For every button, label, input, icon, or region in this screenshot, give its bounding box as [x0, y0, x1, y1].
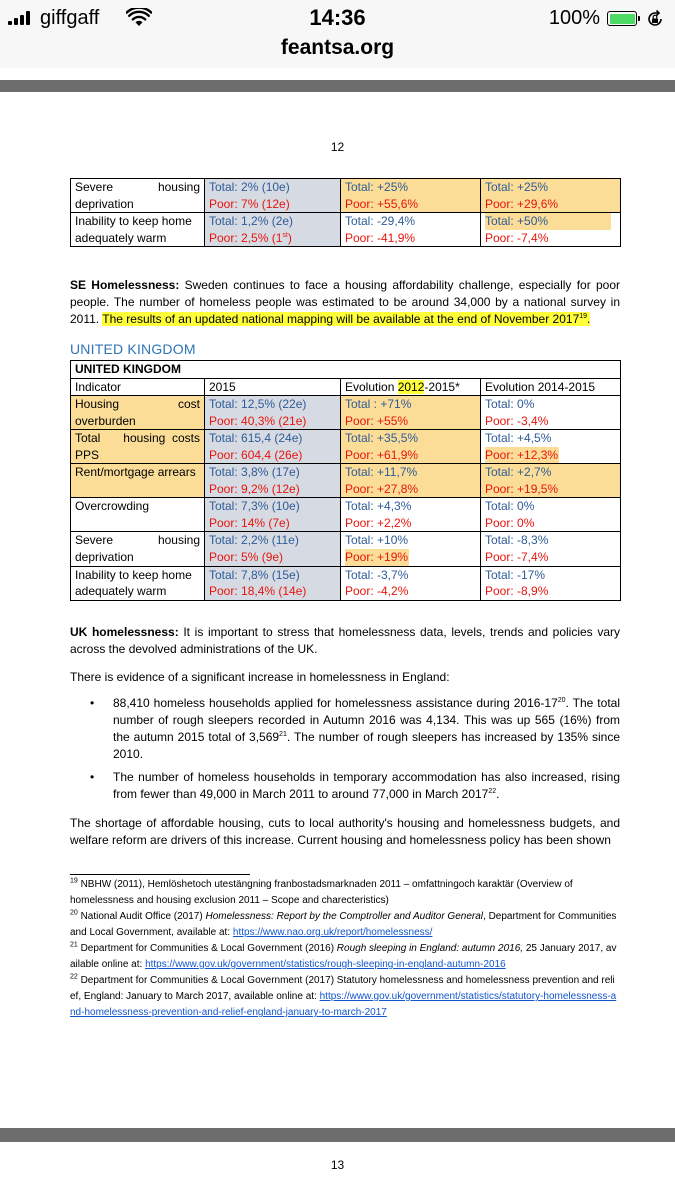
- list-item: • The number of homeless households in temporary accommodation has also increased, rising from fewer than 49,000 in March 2011 to around 77,000 in March 2017$^{22}$.: [90, 770, 620, 802]
- evidence-intro: There is evidence of a significant increase in homelessness in England:: [70, 670, 450, 684]
- value-cell-2015: Total: 1,2% (2e) Poor: 2,5% (1st): [205, 213, 341, 247]
- value-cell-evolution-a: Total: -29,4% Poor: -41,9%: [341, 213, 481, 247]
- indicator-cell: Housing cost overburden: [71, 396, 205, 430]
- footnote-20-link[interactable]: https://www.nao.org.uk/report/homelessness/: [232, 927, 433, 938]
- table-header-row: Indicator 2015 Evolution 2012-2015* Evolution 2014-2015: [71, 378, 621, 396]
- table-row: Overcrowding Total: 7,3% (10e) Poor: 14% (7e) Total: +4,3% Poor: +2,2% Total: 0% Poor: 0%: [71, 498, 621, 532]
- table-row: [71, 213, 621, 247]
- carrier-name: giffgaff: [40, 7, 100, 29]
- status-bar: [0, 0, 675, 36]
- se-homelessness-paragraph: SE Homelessness: Sweden continues to face a housing affordability challenge, especially for poor people. The number of homeless people was estimated to be around 34,000 by a national survey in 2011. The results of an updated national mapping will be available at the end of November 2017$^{19}$.: [70, 278, 620, 327]
- value-cell-evolution-b: Total: +50% Poor: -7,4%: [481, 213, 621, 247]
- sweden-indicators-table: [70, 178, 621, 247]
- table-row: [71, 179, 621, 213]
- indicator-cell: Overcrowding: [71, 498, 205, 532]
- url-text[interactable]: feantsa.org: [280, 36, 395, 59]
- bullet-icon: •: [90, 770, 95, 785]
- footnote-21: $^{21}$ Department for Communities & Local Government (2016) Rough sleeping in England: autumn 2016, 25 January 2017, available online at: https://www.gov.uk/government/statistics/rough-sleeping-in-england-autumn-2016: [70, 941, 617, 970]
- footnote-divider: [70, 874, 250, 875]
- uk-homelessness-paragraph: UK homelessness: It is important to stress that homelessness data, levels, trends and policies vary across the devolved administrations of the UK.: [70, 625, 621, 657]
- table-row: Housing cost overburden Total: 12,5% (22e) Poor: 40,3% (21e) Total : +71% Poor: +55% Total: 0% Poor: -3,4%: [71, 396, 621, 430]
- table-title-row: UNITED KINGDOM: [71, 361, 621, 379]
- table-row: Inability to keep home adequately warm Total: 7,8% (15e) Poor: 18,4% (14e) Total: -3,7% Poor: -4,2% Total: -17% Poor: -8,9%: [71, 566, 621, 600]
- indicator-cell: Rent/mortgage arrears: [71, 464, 205, 498]
- table-row: Total housing costs PPS Total: 615,4 (24e) Poor: 604,4 (26e) Total: +35,5% Poor: +61,9% Total: +4,5% Poor: +12,3%: [71, 430, 621, 464]
- indicator-cell: Inability to keep home adequately warm: [71, 213, 205, 247]
- page-separator-top: [0, 80, 675, 92]
- value-cell-evolution-a: Total: +25% Poor: +55,6%: [341, 179, 481, 213]
- browser-address-bar[interactable]: [0, 36, 675, 68]
- footnote-22: $^{22}$ Department for Communities & Local Government (2017) Statutory homelessness and homelessness prevention and relief, England: January to March 2017, available online at: https://www.gov.uk/government/statistics/statutory-homelessness-and-homelessness-prevention-and-relief-england-january-to-march-2017: [70, 973, 617, 1018]
- status-time: 14:36: [309, 5, 366, 30]
- list-item: • 88,410 homeless households applied for homelessness assistance during $2016-17^{20}$. The total number of rough sleepers recorded in Autumn 2016 was 4,134. This was up 565 (16%) from the autumn 2015 total of 3,569$^{21}$. The number of rough sleepers has increased by 135% since 2010.: [90, 696, 620, 762]
- bullet-icon: •: [90, 696, 95, 710]
- battery-percentage: 100%: [548, 7, 600, 29]
- rotation-lock-icon: [645, 9, 665, 29]
- battery-icon: [607, 11, 637, 26]
- page-number-top: 12: [330, 140, 345, 154]
- sweden-table-container: [70, 178, 620, 247]
- indicator-cell: Inability to keep home adequately warm: [71, 566, 205, 600]
- uk-table-container: [70, 360, 620, 601]
- value-cell-2015: Total: 2% (10e) Poor: 7% (12e): [205, 179, 341, 213]
- footnote-21-link[interactable]: https://www.gov.uk/government/statistics/rough-sleeping-in-england-autumn-2016: [145, 959, 506, 970]
- indicator-cell: Total housing costs PPS: [71, 430, 205, 464]
- table-row: Severe housing deprivation Total: 2,2% (11e) Poor: 5% (9e) Total: +10% Poor: +19% Total: -8,3% Poor: -7,4%: [71, 532, 621, 566]
- section-heading-uk: UNITED KINGDOM: [70, 341, 196, 357]
- value-cell-evolution-b: Total: +25% Poor: +29,6%: [481, 179, 621, 213]
- indicator-cell: Severe housing deprivation: [71, 532, 205, 566]
- footnote-22-link[interactable]: https://www.gov.uk/government/statistics/statutory-homelessness-and-homelessness-prevention-and-relief-england-january-to-march-2017: [70, 991, 617, 1018]
- footnotes: [70, 874, 620, 1021]
- page-number-bottom: 13: [330, 1158, 345, 1172]
- table-row: Rent/mortgage arrears Total: 3,8% (17e) Poor: 9,2% (12e) Total: +11,7% Poor: +27,8% Total: +2,7% Poor: +19,5%: [71, 464, 621, 498]
- page-separator-bottom: [0, 1128, 675, 1142]
- uk-indicators-table: [70, 360, 621, 601]
- shortage-paragraph: The shortage of affordable housing, cuts to local authority's housing and homelessness budgets, and welfare reform are drivers of this increase. Current housing and homelessness policy has been shown: [70, 816, 620, 848]
- evidence-bullet-list: [70, 695, 620, 803]
- footnote-19: $^{19}$ NBHW (2011), Hemlöshetoch utestängning franbostadsmarknaden 2011 – omfattningoch karaktär (Overview of homelessness and housing exclusion 2011 – Scope and charecteristics): [70, 877, 573, 906]
- footnote-20: $^{20}$ National Audit Office (2017) Homelessness: Report by the Comptroller and Auditor General, Department for Communities and Local Government, available at: https://www.nao.org.uk/report/homelessness/: [70, 909, 617, 938]
- indicator-cell: Severe housing deprivation: [71, 179, 205, 213]
